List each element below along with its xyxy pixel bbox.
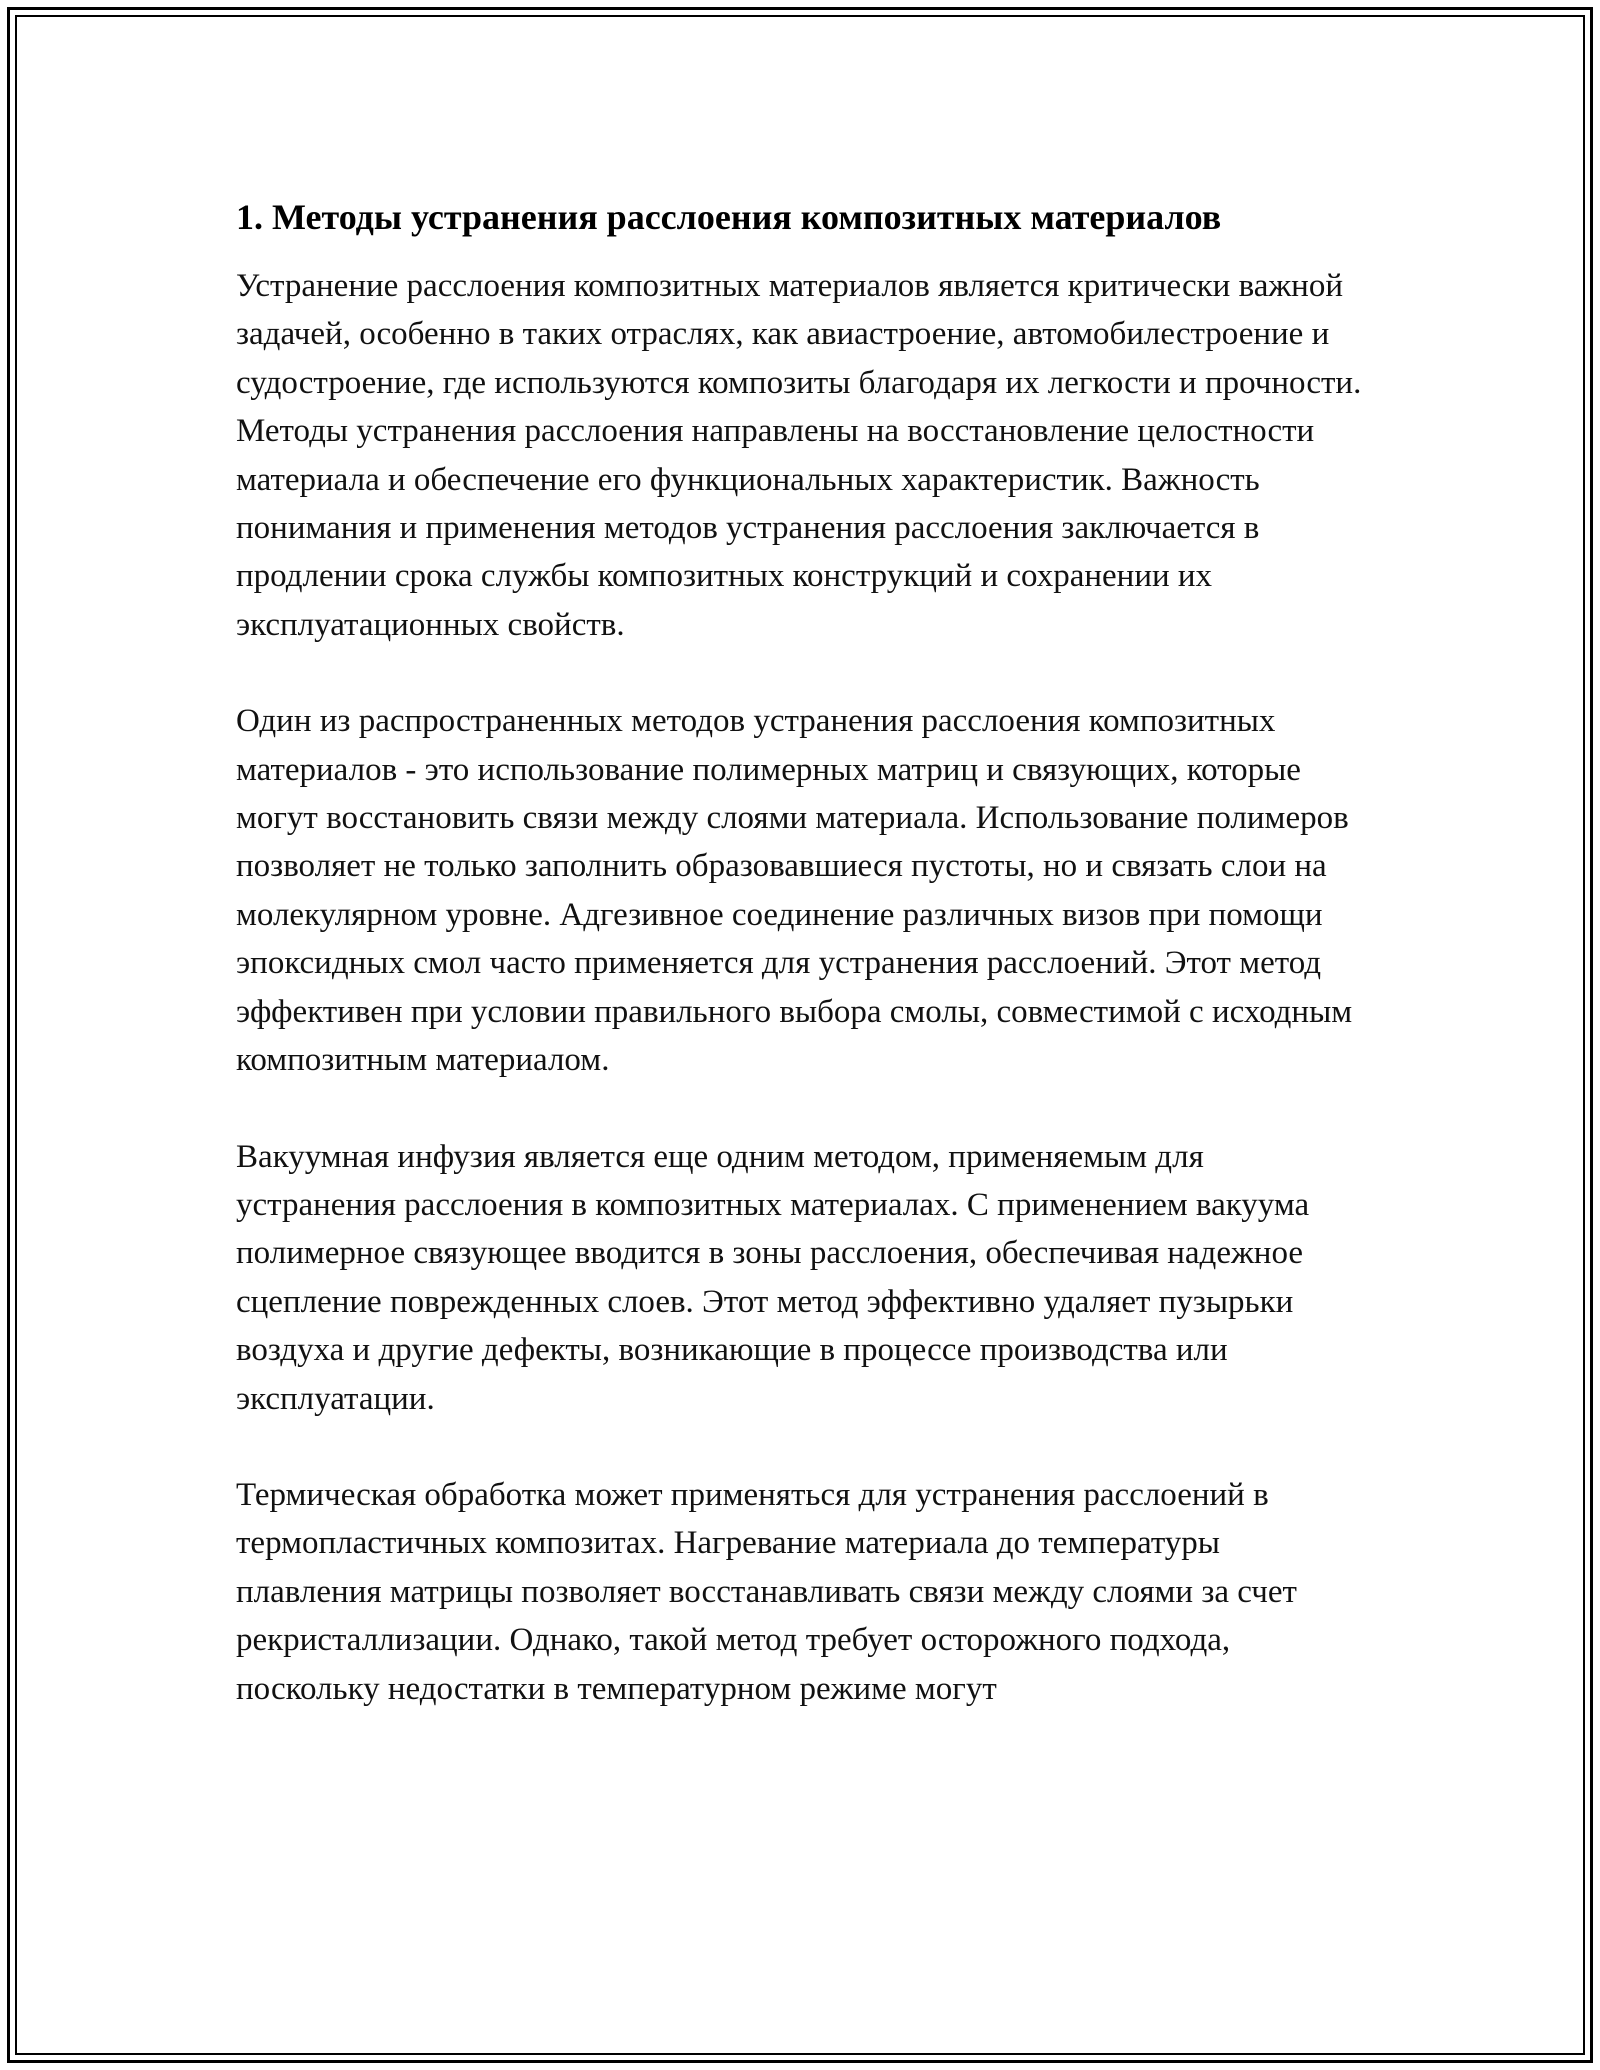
paragraph-intro: Устранение расслоения композитных материалов является критически важной задачей, особенно в таких отраслях, как авиастроение, автомобилестроение и судостроение, где используются композиты благодаря их легкости и прочности. Методы устранения расслоения направлены на восстановление целостности материала и обеспечение его функциональных характеристик. Важность понимания и применения методов устранения расслоения заключается в продлении срока службы композитных конструкций и сохранении их эксплуатационных свойств. xyxy=(236,268,1362,643)
paragraph-polymer-matrices: Один из распространенных методов устранения расслоения композитных материалов - это использование полимерных матриц и связующих, которые могут восстановить связи между слоями материала. Использование полимеров позволяет не только заполнить образовавшиеся пустоты, но и связать слои на молекулярном уровне. Адгезивное соединение различных визов при помощи эпоксидных смол часто применяется для устранения расслоений. Этот метод эффективен при условии правильного выбора смолы, совместимой с исходным композитным материалом. xyxy=(236,703,1353,1079)
paragraph-thermal-treatment: Термическая обработка может применяться для устранения расслоений в термопластичных композитах. Нагревание материала до температуры плавления матрицы позволяет восстанавливать связи между слоями за счет рекристаллизации. Однако, такой метод требует осторожного подхода, поскольку недостатки в температурном режиме могут xyxy=(236,1476,1297,1707)
document-body xyxy=(236,190,1371,1761)
section-heading: 1. Методы устранения расслоения композитных материалов xyxy=(236,197,1222,237)
paragraph-vacuum-infusion: Вакуумная инфузия является еще одним методом, применяемым для устранения расслоения в композитных материалах. С применением вакуума полимерное связующее вводится в зоны расслоения, обеспечивая надежное сцепление поврежденных слоев. Этот метод эффективно удаляет пузырьки воздуха и другие дефекты, возникающие в процессе производства или эксплуатации. xyxy=(236,1138,1310,1417)
